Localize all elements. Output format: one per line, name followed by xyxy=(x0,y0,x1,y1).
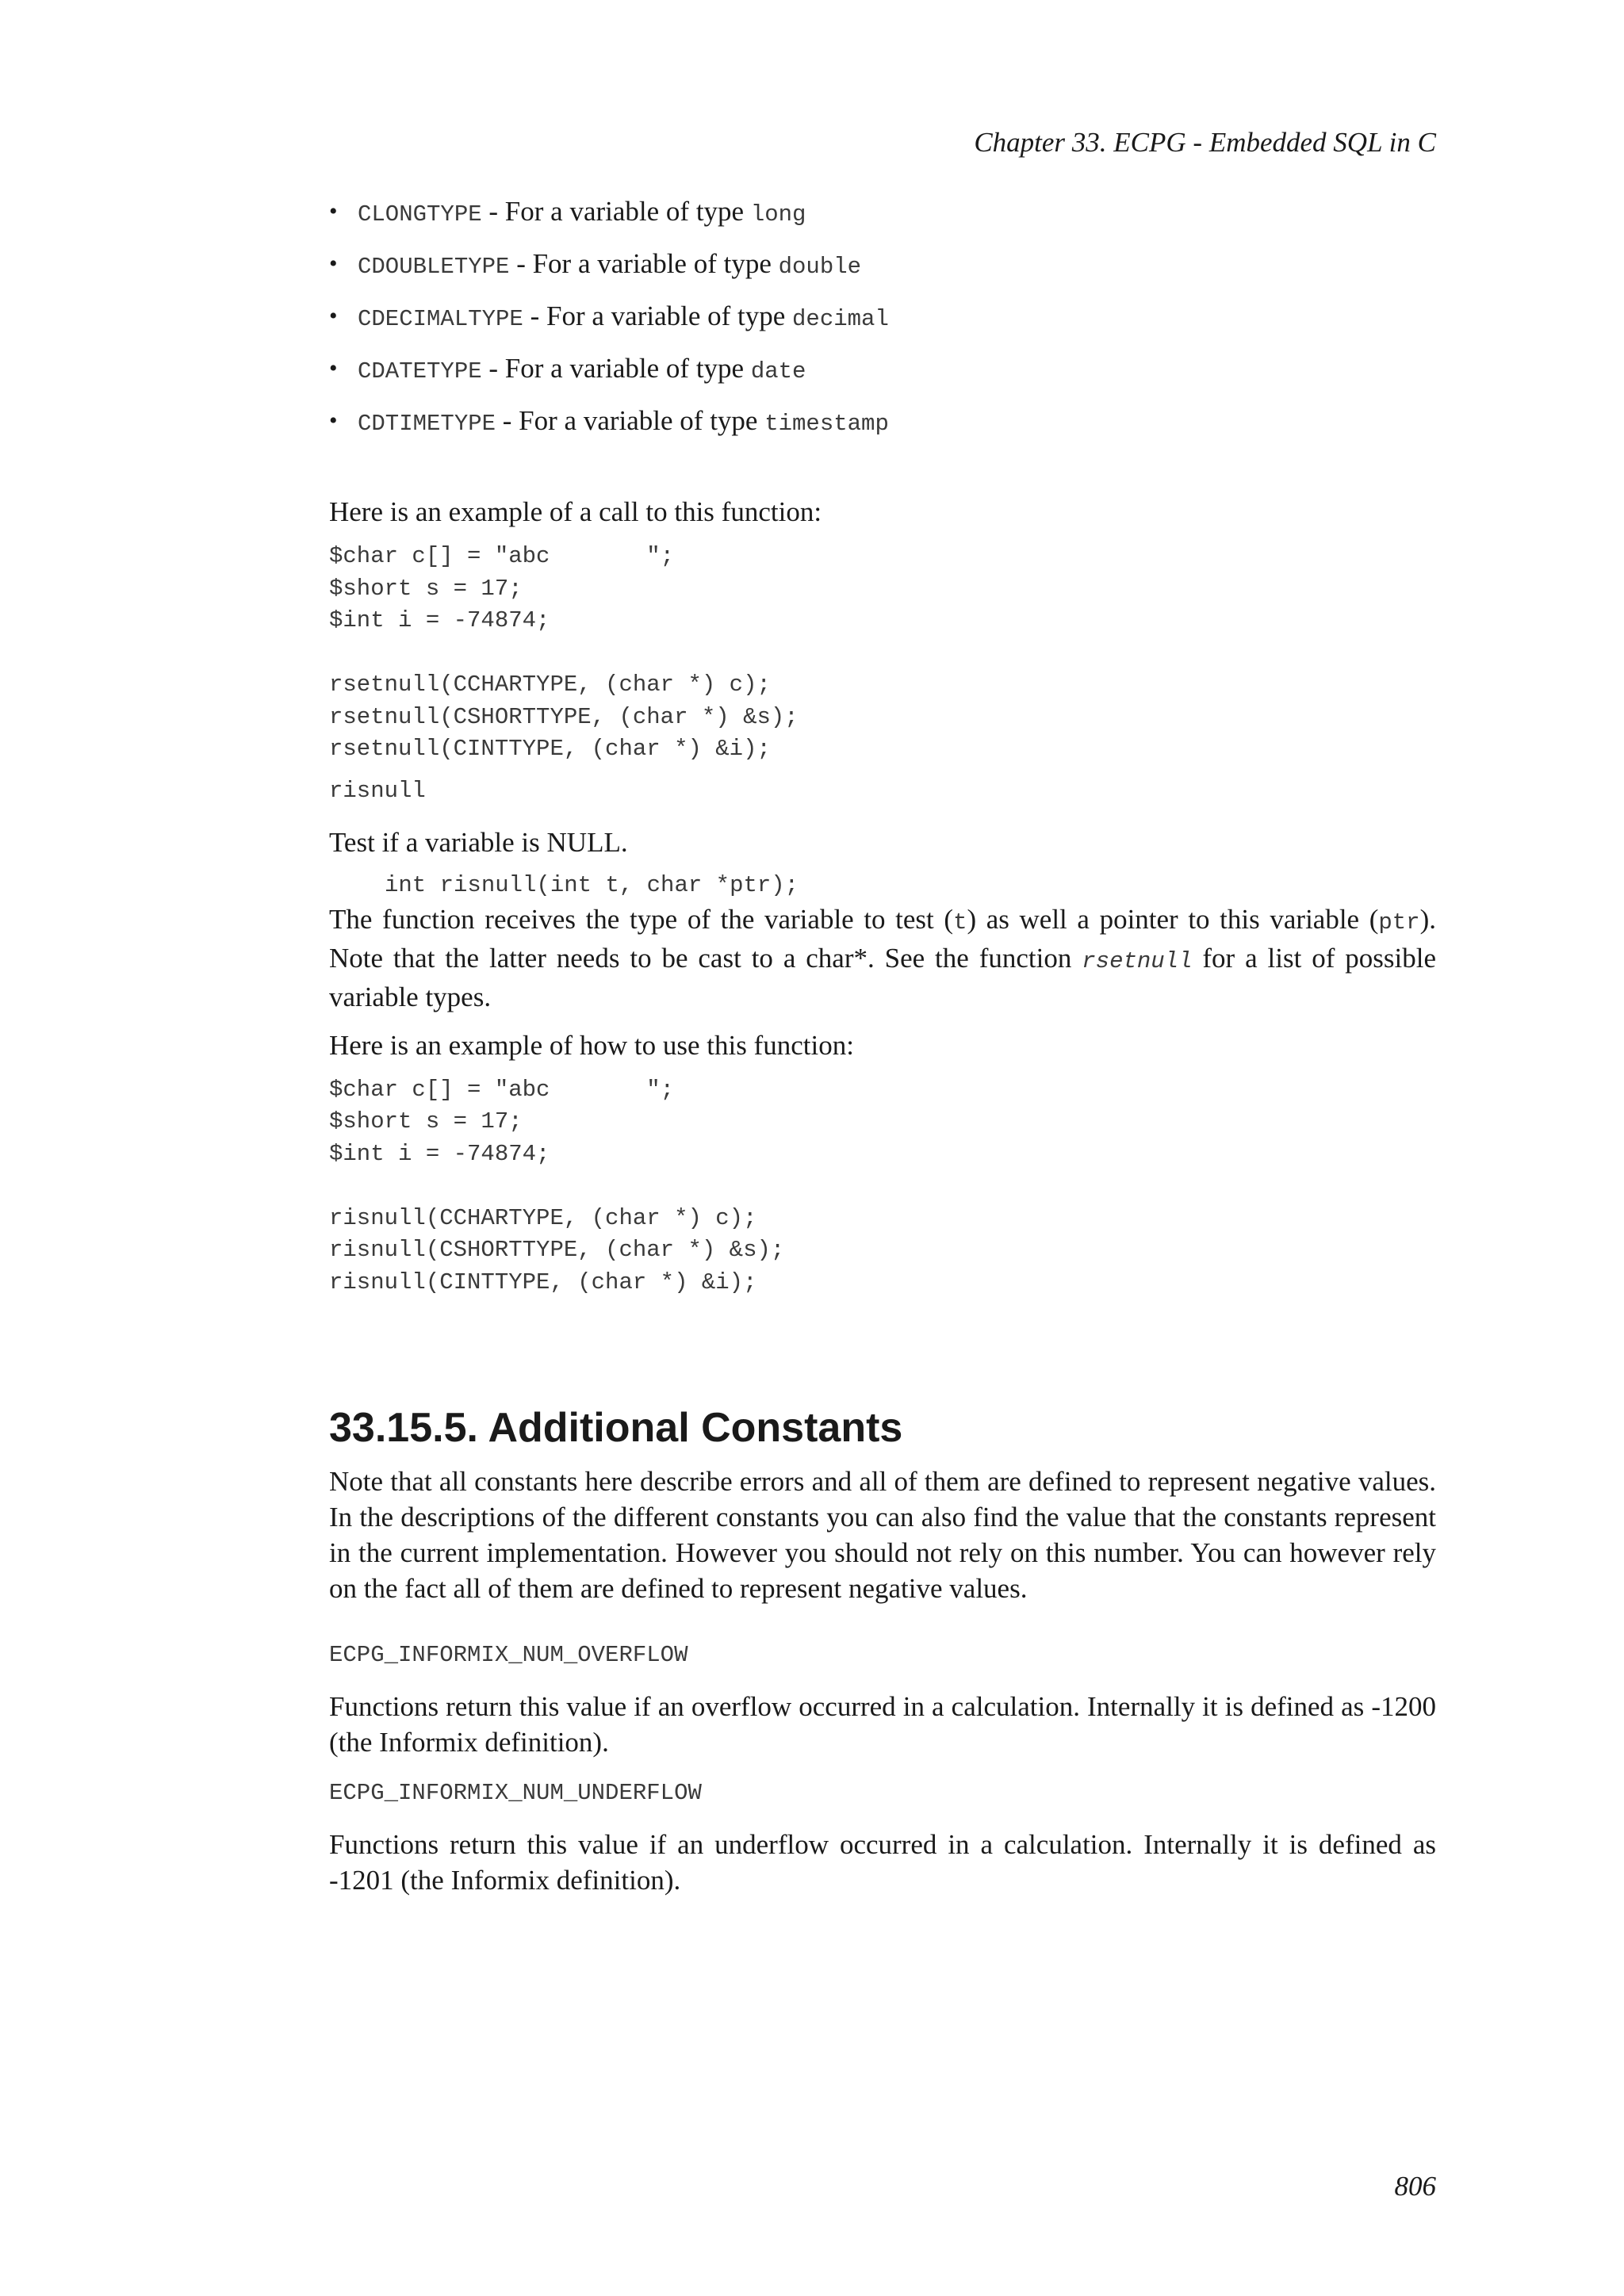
rsetnull-example-intro: Here is an example of a call to this function: xyxy=(329,496,822,527)
bullet-icon: • xyxy=(329,251,338,277)
rsetnull-link: rsetnull xyxy=(1082,947,1193,974)
risnull-description: The function receives the type of the variable to test (t) as well a pointer to this variable (ptr). Note that the latter needs to be cast to a char*. See the function rsetnull for a list of possible variable types. xyxy=(329,903,1436,1012)
risnull-example-intro: Here is an example of how to use this function: xyxy=(329,1029,854,1061)
rsetnull-example-code: $char c[] = "abc "; $short s = 17; $int i = -74874; rsetnull(CCHARTYPE, (char *) c); rsetnull(CSHORTTYPE, (char *) &s); rsetnull(CINTTYPE, (char *) &i); xyxy=(329,543,799,762)
running-header: Chapter 33. ECPG - Embedded SQL in C xyxy=(974,127,1436,158)
section-title: 33.15.5. Additional Constants xyxy=(329,1405,903,1451)
page-number: 806 xyxy=(1394,2171,1436,2202)
bullet-icon: • xyxy=(329,198,338,224)
list-item: • CDTIMETYPE - For a variable of type timestamp xyxy=(329,403,1436,442)
risnull-example-code: $char c[] = "abc "; $short s = 17; $int i = -74874; risnull(CCHARTYPE, (char *) c); risnull(CSHORTTYPE, (char *) &s); risnull(CINTTYPE, (char *) &i); xyxy=(329,1076,785,1295)
bullet-icon: • xyxy=(329,408,338,434)
constant-term: ECPG_INFORMIX_NUM_UNDERFLOW xyxy=(329,1780,702,1806)
page-content xyxy=(329,193,1436,1898)
bullet-icon: • xyxy=(329,355,338,381)
risnull-summary: Test if a variable is NULL. xyxy=(329,826,628,858)
section-intro: Note that all constants here describe errors and all of them are defined to represent negative values. In the descriptions of the different constants you can also find the value that the constants represent in the current implementation. However you should not rely on this number. You can however rely on the fact all of them are defined to represent negative values. xyxy=(329,1466,1436,1604)
list-item: • CLONGTYPE - For a variable of type long xyxy=(329,193,1436,232)
constant-description: Functions return this value if an underflow occurred in a calculation. Internally it is defined as -1201 (the Informix definition). xyxy=(329,1829,1436,1896)
bullet-icon: • xyxy=(329,303,338,329)
risnull-signature: int risnull(int t, char *ptr); xyxy=(385,871,799,898)
list-item: • CDATETYPE - For a variable of type date xyxy=(329,350,1436,389)
list-item: • CDECIMALTYPE - For a variable of type decimal xyxy=(329,298,1436,337)
constant-description: Functions return this value if an overflow occurred in a calculation. Internally it is defined as -1200 (the Informix definition). xyxy=(329,1691,1436,1758)
type-list xyxy=(329,193,1436,442)
constant-term: ECPG_INFORMIX_NUM_OVERFLOW xyxy=(329,1642,688,1668)
list-item: • CDOUBLETYPE - For a variable of type double xyxy=(329,246,1436,285)
risnull-term: risnull xyxy=(329,777,426,804)
